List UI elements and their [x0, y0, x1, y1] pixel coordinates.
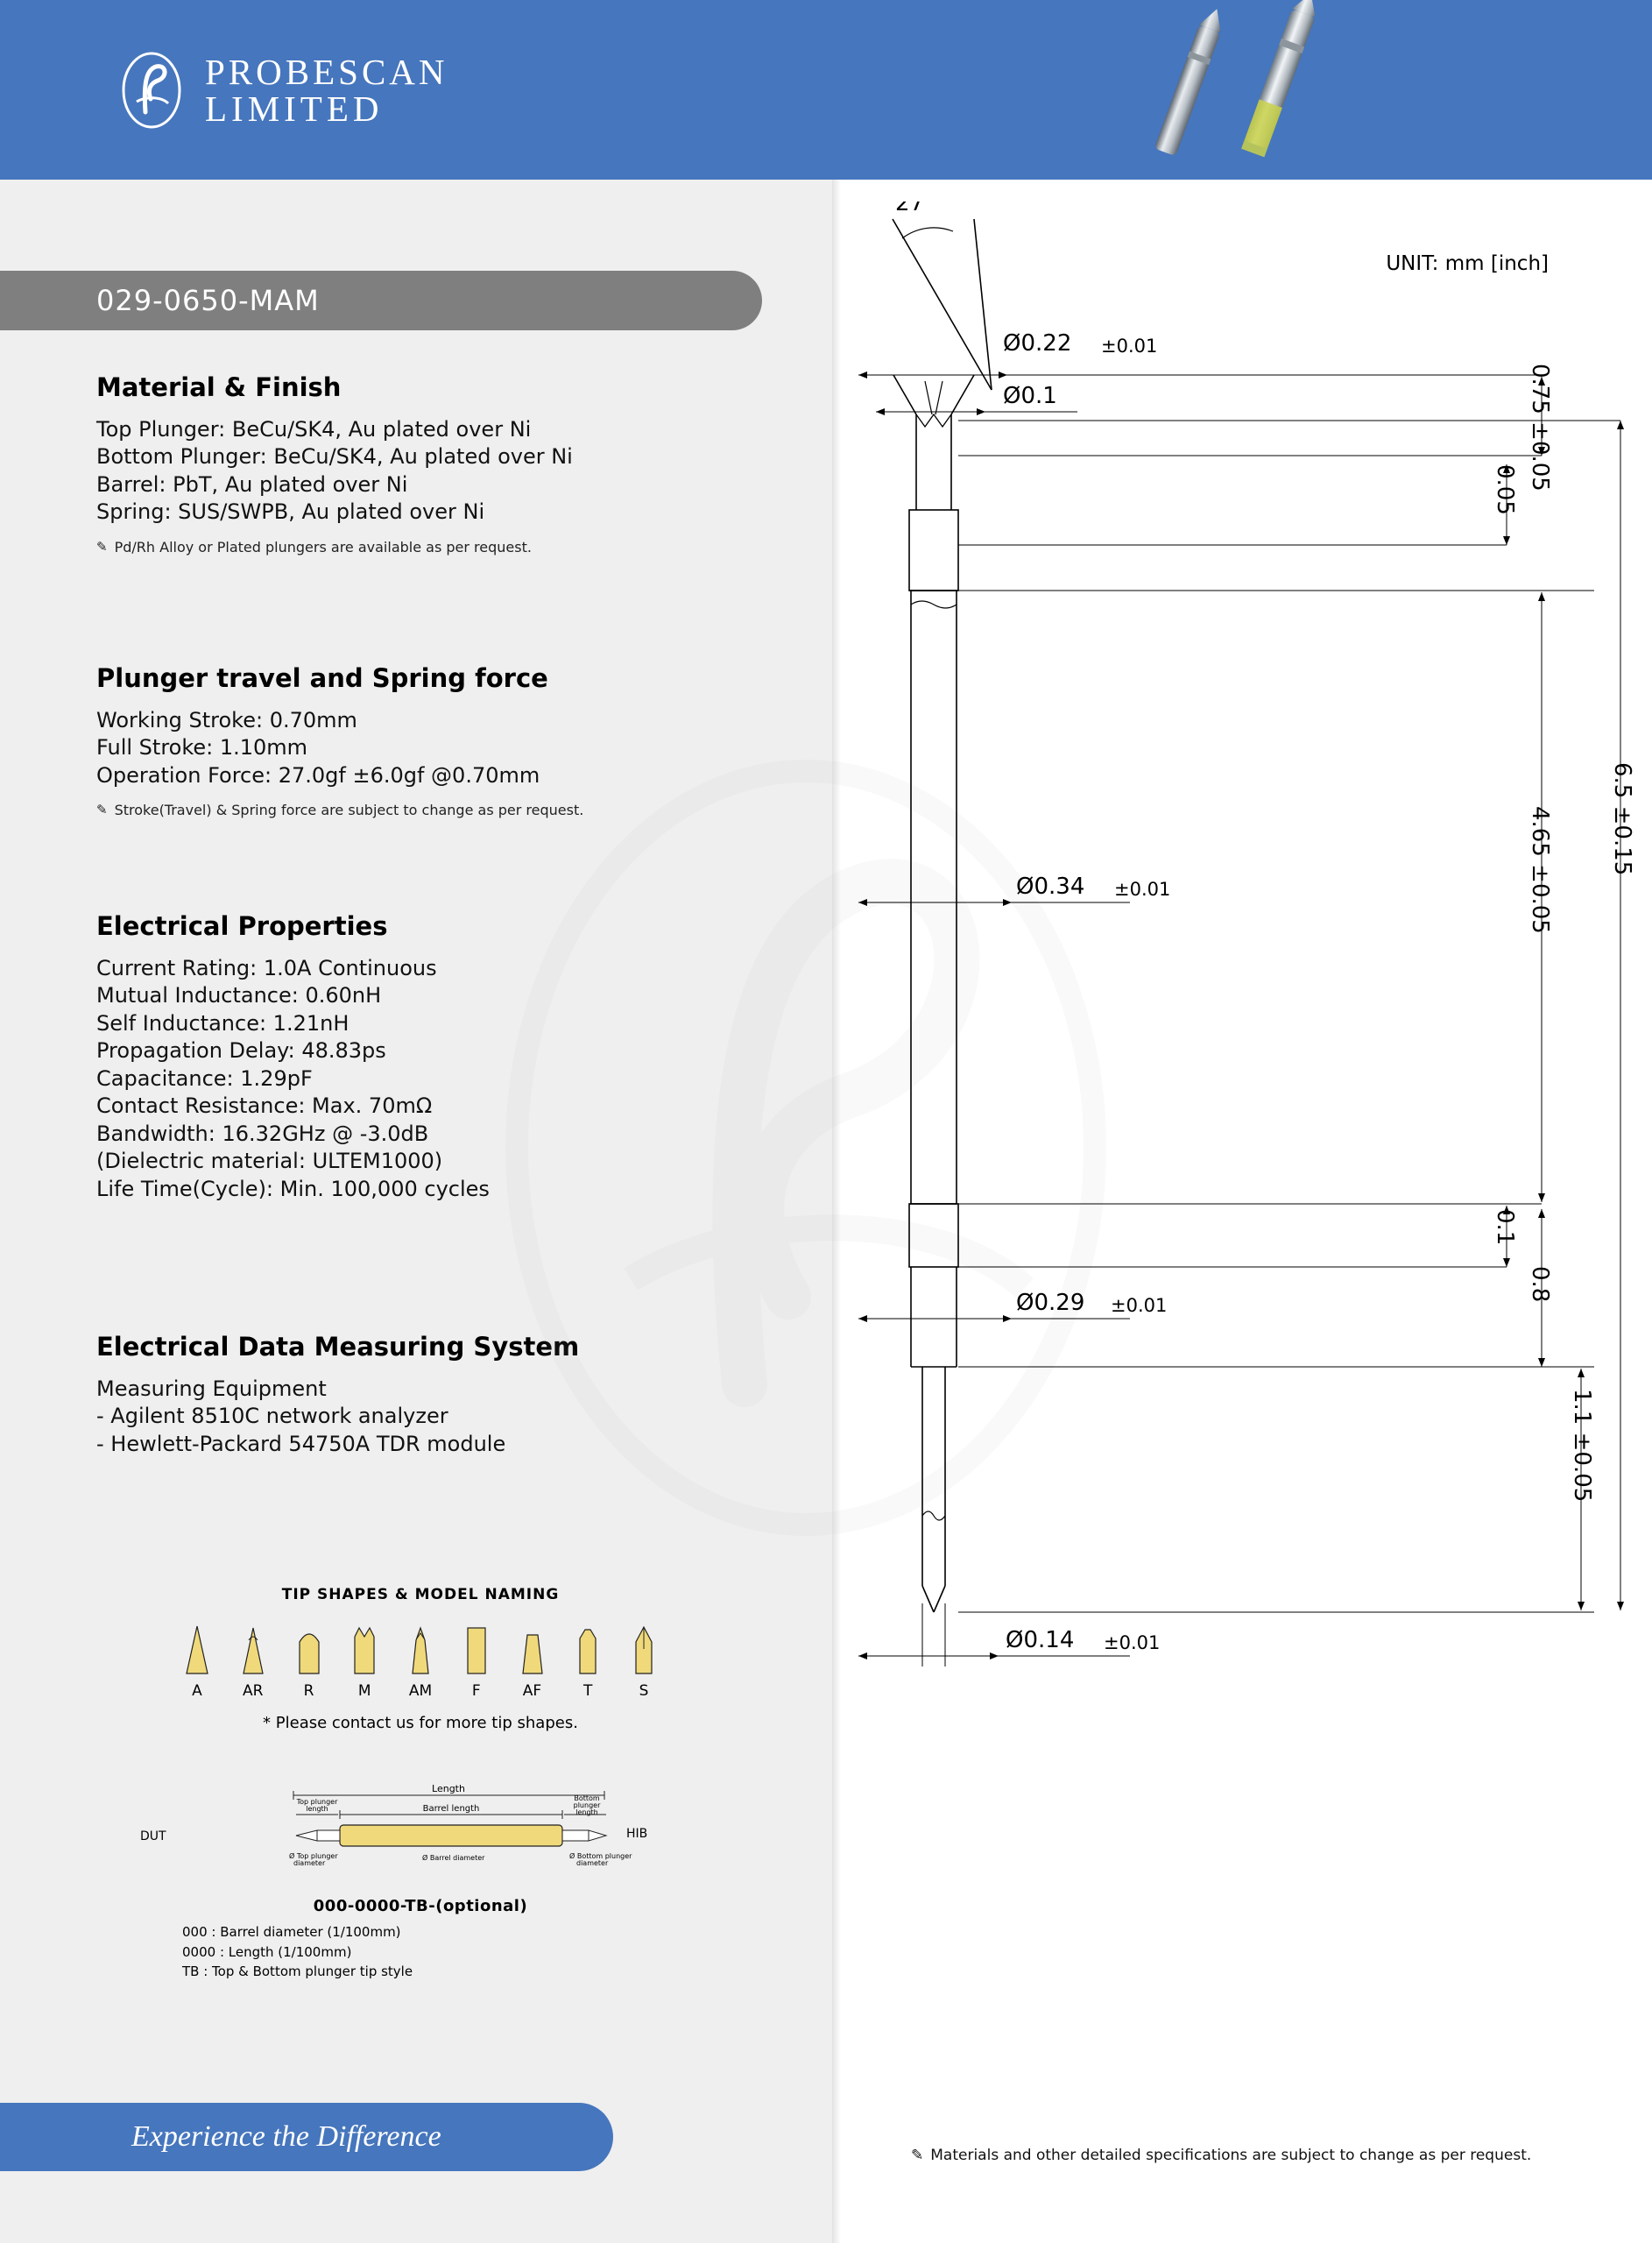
tip-label-a: A — [192, 1682, 202, 1700]
tip-shape-r — [294, 1623, 324, 1677]
page-header — [0, 0, 1652, 180]
dim-01: 0.1 — [1492, 1209, 1518, 1246]
tip-shape-am — [406, 1623, 435, 1677]
svg-text:length: length — [306, 1805, 328, 1813]
dim-angle: 27° — [895, 202, 936, 216]
svg-text:Ø Top plunger: Ø Top plunger — [289, 1852, 338, 1860]
dim-barrel-dia-tol: ±0.01 — [1114, 879, 1171, 900]
svg-text:Ø Barrel diameter: Ø Barrel diameter — [422, 1854, 485, 1862]
dim-tail-dia-tol: ±0.01 — [1104, 1632, 1161, 1653]
electrical-line-3: Self Inductance: 1.21nH — [96, 1010, 349, 1036]
material-line-4: Spring: SUS/SWPB, Au plated over Ni — [96, 499, 485, 525]
pen-icon: ✎ — [911, 2147, 924, 2164]
specs-disclaimer-text: Materials and other detailed specifications are subject to change as per request. — [930, 2147, 1532, 2164]
footer-slogan-banner — [0, 2103, 613, 2171]
tip-label-am: AM — [408, 1682, 433, 1700]
plunger-note — [96, 802, 762, 818]
footer-slogan: Experience the Difference — [131, 2120, 441, 2153]
dim-005: 0.05 — [1492, 464, 1518, 515]
tip-label-af: AF — [522, 1682, 542, 1700]
svg-text:Ø Bottom plunger: Ø Bottom plunger — [569, 1852, 632, 1860]
tip-label-f: F — [471, 1682, 481, 1700]
tip-shape-t — [573, 1623, 603, 1677]
material-line-1: Top Plunger: BeCu/SK4, Au plated over Ni — [96, 417, 532, 442]
probescan-script-p-logo — [114, 51, 189, 130]
brand-name-line1: PROBESCAN — [205, 52, 448, 92]
tip-label-r: R — [303, 1682, 314, 1700]
panel-edge-gradient — [832, 180, 841, 2243]
dim-tip-dia: Ø0.22 — [1003, 330, 1072, 357]
tip-label-t: T — [583, 1682, 593, 1700]
electrical-line-1: Current Rating: 1.0A Continuous — [96, 956, 437, 980]
naming-legend-1: 000 : Barrel diameter (1/100mm) — [182, 1924, 401, 1940]
brand-name-line2: LIMITED — [205, 88, 384, 129]
tip-label-s: S — [639, 1682, 649, 1700]
plunger-line-2: Full Stroke: 1.10mm — [96, 735, 308, 761]
section-measuring-system — [96, 1332, 762, 1458]
brand-logo — [114, 51, 448, 130]
electrical-line-9: Life Time(Cycle): Min. 100,000 cycles — [96, 1176, 490, 1201]
pen-icon: ✎ — [96, 802, 108, 818]
section-electrical-properties — [96, 911, 762, 1203]
material-line-2: Bottom Plunger: BeCu/SK4, Au plated over Ni — [96, 444, 573, 470]
section-title-material: Material & Finish — [96, 372, 342, 402]
electrical-line-6: Contact Resistance: Max. 70mΩ — [96, 1093, 433, 1119]
tip-shape-s — [629, 1623, 659, 1677]
model-naming-block — [114, 1783, 727, 1982]
electrical-line-2: Mutual Inductance: 0.60nH — [96, 983, 382, 1008]
tip-shapes-block — [175, 1586, 666, 1732]
tip-label-ar: AR — [243, 1682, 264, 1700]
dim-bottom-dia: Ø0.29 — [1016, 1290, 1085, 1316]
tip-shapes-contact-note: * Please contact us for more tip shapes. — [263, 1714, 578, 1732]
svg-text:Bottom: Bottom — [574, 1794, 600, 1802]
dim-tip-point: Ø0.1 — [1003, 383, 1057, 409]
dim-tail-dia: Ø0.14 — [1006, 1627, 1075, 1653]
section-title-electrical: Electrical Properties — [96, 911, 388, 941]
dim-top-length: 0.75 ±0.05 — [1527, 364, 1553, 492]
dim-barrel-dia: Ø0.34 — [1016, 874, 1085, 900]
dut-label: DUT — [140, 1829, 166, 1843]
unit-note: UNIT: mm [inch] — [1386, 252, 1549, 275]
electrical-line-4: Propagation Delay: 48.83ps — [96, 1038, 386, 1064]
pen-icon: ✎ — [96, 538, 108, 555]
electrical-line-5: Capacitance: 1.29pF — [96, 1065, 313, 1091]
measuring-line-3: - Hewlett-Packard 54750A TDR module — [96, 1431, 506, 1456]
naming-code-legend — [182, 1922, 727, 1982]
tip-shapes-row — [175, 1623, 666, 1677]
svg-text:Length: Length — [432, 1783, 465, 1794]
svg-text:length: length — [575, 1808, 598, 1816]
tip-shape-f — [462, 1623, 491, 1677]
svg-text:plunger: plunger — [573, 1801, 601, 1809]
measuring-line-1: Measuring Equipment — [96, 1376, 327, 1401]
section-title-measuring: Electrical Data Measuring System — [96, 1332, 580, 1362]
svg-text:Barrel length: Barrel length — [422, 1804, 480, 1814]
dim-overall-length: 6.5 ±0.15 — [1609, 762, 1635, 876]
tip-shape-af — [518, 1623, 547, 1677]
probe-dimension-diagram — [114, 1783, 727, 1879]
svg-text:diameter: diameter — [293, 1859, 326, 1867]
part-number: 029-0650-MAM — [96, 284, 320, 317]
tip-shape-ar — [238, 1623, 268, 1677]
dim-bottom-dia-tol: ±0.01 — [1111, 1295, 1168, 1316]
measuring-line-2: - Agilent 8510C network analyzer — [96, 1404, 448, 1429]
tip-label-m: M — [357, 1682, 371, 1700]
technical-drawing — [841, 202, 1652, 2068]
dim-08: 0.8 — [1527, 1266, 1553, 1303]
hib-label: HIB — [626, 1827, 648, 1841]
electrical-line-8: (Dielectric material: ULTEM1000) — [96, 1149, 443, 1174]
dim-body-length: 4.65 ±0.05 — [1527, 806, 1553, 934]
tip-shape-labels — [175, 1682, 666, 1700]
header-probe-illustration — [1061, 0, 1429, 180]
naming-legend-3: TB : Top & Bottom plunger tip style — [182, 1964, 413, 1979]
tip-shapes-title: TIP SHAPES & MODEL NAMING — [281, 1586, 560, 1603]
svg-text:diameter: diameter — [576, 1859, 609, 1867]
tip-shape-m — [349, 1623, 379, 1677]
specs-disclaimer — [911, 2147, 1531, 2164]
dim-bottom-length: 1.1 ±0.05 — [1569, 1389, 1595, 1503]
plunger-line-1: Working Stroke: 0.70mm — [96, 708, 357, 732]
electrical-line-7: Bandwidth: 16.32GHz @ -3.0dB — [96, 1121, 429, 1146]
plunger-note-text: Stroke(Travel) & Spring force are subject to change as per request. — [114, 802, 584, 819]
svg-text:Top plunger: Top plunger — [296, 1798, 338, 1806]
material-note — [96, 539, 762, 555]
part-number-banner — [0, 271, 762, 330]
brand-name — [205, 53, 448, 127]
material-line-3: Barrel: PbT, Au plated over Ni — [96, 471, 408, 497]
dim-tip-dia-tol: ±0.01 — [1101, 336, 1158, 357]
section-plunger-travel — [96, 663, 762, 818]
section-title-plunger: Plunger travel and Spring force — [96, 663, 548, 693]
material-note-text: Pd/Rh Alloy or Plated plungers are available as per request. — [114, 538, 532, 555]
plunger-line-3: Operation Force: 27.0gf ±6.0gf @0.70mm — [96, 762, 540, 788]
naming-code: 000-0000-TB-(optional) — [313, 1897, 528, 1915]
tip-shape-a — [182, 1623, 212, 1677]
section-material-finish — [96, 372, 762, 555]
naming-legend-2: 0000 : Length (1/100mm) — [182, 1943, 352, 1960]
